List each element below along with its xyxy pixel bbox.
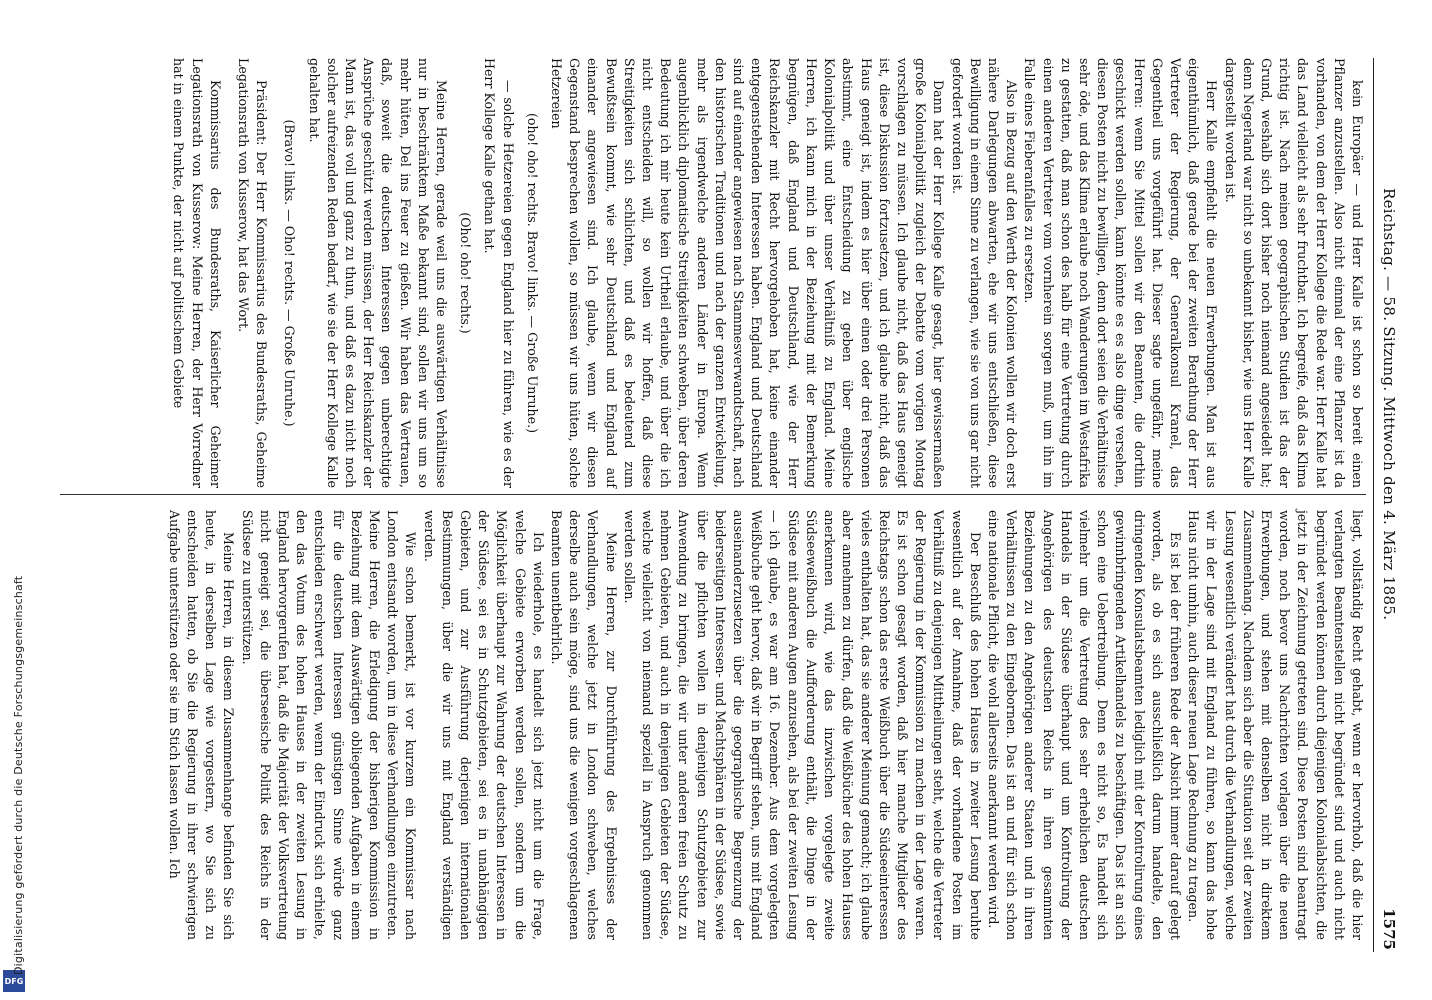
paragraph: — solche Hetzereien gegen England hier zu führen, wie es der Herr Kollege Kalle gethan hat. [482, 58, 516, 488]
paragraph: Dann hat der Herr Kollege Kalle gesagt, hier gewissermaßen große Kolonialpolitik zugleich der Debatte vom vorigen Montag vorschlagen zu müssen. Ich glaube nicht, daß das Haus geneigt ist, diese Diskussion fortzusetzen, und ich glaube nicht, daß das Haus geneigt ist, indem es hier über einen oder drei Personen abstimmt, eine Entscheidung zu geben über englische Kolonialpolitik und über unser Verhältniß zu England. Meine Herren, ich kann mich in der Beziehung mit der Bemerkung begnügen, daß England und Deutschland, wie der Herr Reichskanzler mit Recht hervorgehoben hat, keine einander entgegenstehenden Interessen haben. England und Deutschland sind auf einander angewiesen nach Stammesverwandtschaft, nach den historischen Traditionen und nach der ganzen Entwickelung, mehr als irgendwelche anderen Länder in Europa. Wenn augenblicklich diplomatische Streitigkeiten schweben, über deren Bedeutung ich mir heute kein Urtheil erlaube, und über die ich nicht entscheiden will, so wollen wir hoffen, daß diese Streitigkeiten sich schlichten, und daß es bedeutend zum Bewußtsein kommt, wie sehr Deutschland und England auf einander angewiesen sind. Ich glaube, wenn wir diesen Gegenstand besprechen wollen, so müssen wir uns hüten, solche Hetzereien [549, 58, 947, 488]
page-header [1373, 58, 1402, 952]
paragraph: Meine Herren, zur Durchführung des Ergebnisses der Verhandlungen, welche jetzt in London schweben, welches derselbe auch sein möge, sind uns die wenigen vorgeschlagenen Beamten unentbehrlich. [549, 510, 619, 940]
paragraph: Herr Kalle empfiehlt die neuen Erwerbungen. Man ist aus eigenthümlich, daß gerade bei der zweiten Berathung der Herr Vertreter der Regierung, der Generalkonsul Kranel, das Gegentheil uns vorgeführt hat. Dieser sagte ungefähr, meine Herren: wenn Sie Mittel sollen wir den Beamten, die dorthin geschickt werden sollen, kann könnte es es also dinge versehen, diesen Posten nicht zu bewilligen, denn dort seien die Verhältnisse sehr öde, und das Klima erlaube noch Wanderungen im Westafrika zu gestatten, daß man schon des halb für eine Vertretung durch einen anderen Vertreter vom vornherein sorgen muß, um ihn im Falle eines Fieberanfalles zu ersetzen. [1022, 58, 1220, 488]
paragraph: Wie schon bemerkt, ist vor kurzem ein Kommissar nach London entsandt worden, um in diese Verhandlungen einzutreten. Meine Herren, die Erledigung der bisherigen Kommission in Beziehung mit dem Auswärtigen obliegenden Aufgaben in einem für die deutschen Interessen günstigen Sinne würde ganz entschieden erschwert werden, wenn der Eindruck sich erhielte, den das Votum des hohen Hauses in der zweiten Lesung in England hervorgerufen hat, daß die Majorität der Volksvertretung nicht geneigt sei, die überseeische Politik des Reichs in der Südsee zu unterstützen. [239, 510, 419, 940]
paragraph: Meine Herren, gerade weil uns die auswärtigen Verhältnisse nur in beschränktem Maße bekannt sind, sollen wir uns um so mehr hüten, Del ins Feuer zu gießen. Wir haben das Vertrauen, daß, soweit die deutschen Interessen gegen unberechtigte Ansprüche geschützt werden müssen, der Herr Reichskanzler der Mann ist, das voll und ganz zu thun, und daß es dazu nicht noch solcher aufreizenden Reden bedarf, wie sie der Herr Kollege Kalle gehalten hat. [306, 58, 450, 488]
dfg-logo: DFG [3, 970, 25, 992]
paragraph: Der Beschluß des hohen Hauses in zweiter Lesung beruhte wesentlich auf der Annahme, daß der vorhandene Posten im Verhältniß zu denjenigen Mittheilungen steht, welche die Vertreter der Regierung in der Kommission zu machen in der Lage waren. Es ist schon gesagt worden, daß hier manche Mitglieder des Reichstags schon das erste Weißbuch über die Südseeinteressen vieles enthalten hat, das sie anderer Meinung gemacht; ich glaube aber annehmen zu dürfen, daß die Weißbücher des hohen Hauses anerkennen wird, wie das inzwischen vorgelegte zweite Südseeweißbuch die Aufforderung enthält, die Dinge in der Südsee mit anderen Augen anzusehen, als bei der zweiten Lesung — ich glaube, es war am 16. Dezember. Aus dem vorgelegten Weißbuche geht hervor, daß wir in Begriff stehen, uns mit England auseinanderzusetzen über die geographische Begrenzung der beiderseitigen Interessen- und Machtsphären in der Südsee, sowie über die pflichten wollen in denjenigen Schutzgebieten zur Anwendung zu bringen, die wir unter anderen freien Schutz zu nehmen Gebieten, und auch in denjenigen Gebieten der Südsee, welche vielleicht von niemand speziell in Anspruch genommen werden sollen. [621, 510, 983, 940]
column-divider [60, 494, 1366, 495]
running-title: Reichstag. — 58. Sitzung. Mittwoch den 4. März 1885. [1380, 188, 1398, 621]
paragraph: Also in Bezug auf den Werth der Kolonien wollen wir doch erst nähere Darlegungen abwarten, ehe wir uns entschließen, diese Bewilligung in einem Sinne zu verlangen, wie sie von uns gar nicht gefordert worden ist. [949, 58, 1020, 488]
paragraph: Ich wiederhole, es handelt sich jetzt nicht um die Frage, welche Gebiete erworben werden sollen, sondern um die Möglichkeit überhaupt zur Wahrung der deutschen Interessen in der Südsee, sei es in Schutzgebieten, sei es in unabhängigen Gebieten, und zur Ausführung derjenigen internationalen Bestimmungen, über die wir uns mit England verständigen werden. [421, 510, 546, 940]
speaker-paragraph: Kommissarius des Bundesraths, Kaiserlicher Geheimer Legationsrath von Kusserow: Meine Herren, der Herr Vorredner hat in einem Punkte, der nicht auf politischem Gebiete [171, 58, 223, 488]
paragraph: Es ist bei der früheren Rede der Absicht immer darauf gelegt worden, als ob es sich ausschließlich darum handelte, den dringenden Konsulatsbeamten lediglich mit der Kontrolirung eines gewinnbringenden Artikelhandels zu beschäftigen. Das ist an sich schon eine Uebertreibung. Denn es nicht so, Es handelt sich vielmehr um die Vertretung des sehr erheblichen deutschen Handels in der Südsee überhaupt und um Kontrolirung der Angehörigen des deutschen Reichs in ihren gesammten Beziehungen zu den Angehörigen anderer Staaten und in ihren Verhältnissen zu den Eingebornen. Das ist an und für sich schon eine nationale Pflicht, die wohl allerseits anerkannt werden wird. [985, 510, 1183, 940]
interjection: (Bravo! links. — Oho! rechts. — Große Unruhe.) [282, 119, 298, 427]
left-column [60, 58, 1366, 488]
interjection: (Oho! oho! rechts.) [458, 212, 474, 334]
right-column [60, 510, 1366, 940]
page-number: 1575 [1380, 908, 1398, 950]
paragraph: kein Europäer — und Herr Kalle ist schon so bereit einen Pflanzer anzustellen. Also nicht einmal der eine Pflanzer ist da vorhanden, von dem der Herr Kollege die Rede war. Herr Kalle hat das Land vielleicht als sehr fruchtbar. Ich begreife, daß das Klima richtig ist. Nach meinen geographischen Studien ist das der Grund, weshalb sich dort bisher noch niemand angesiedelt hat; denn Negerland war nicht so unbekannt bisher, wie uns Herr Kalle dargestellt worden ist. [1222, 58, 1365, 488]
paragraph: liegt, vollständig Recht gehabt, wenn er hervorhob, daß die hier verlangten Beamtenstellen nicht begründet sind und auch nicht begründet werden können durch diejenigen Kolonialabsichten, die jetzt in der Zeichnung getreten sind. Diese Posten sind beantragt worden, noch bevor uns Nachrichten vorlagen über die neuen Erwerbungen, und stehen mit denselben nicht in direktem Zusammenhang. Nachdem sich aber die Situation seit der zweiten Lesung wesentlich verändert hat durch die Verhandlungen, welche wir in der Lage sind mit England zu führen, so kann das hohe Haus nicht umhin, auch dieser neuen Lage Rechnung zu tragen. [1186, 510, 1365, 940]
paragraph: Meine Herren, in diesem Zusammenhange befinden Sie sich heute, in derselben Lage wie vorgestern, wo Sie sich zu entscheiden hatten, ob Sie die Regierung in ihrer schwierigen Aufgabe unterstützen oder sie im Stich lassen wollen. Ich [166, 510, 237, 940]
interjection: (oho! oho! rechts. Bravo! links. — Große Unruhe.) [524, 112, 540, 434]
digitization-credit: Digitalisierung gefördert durch die Deutsche Forschungsgemeinschaft [12, 575, 25, 975]
speaker-paragraph: Präsident: Der Herr Kommissarius des Bundesraths, Geheime Legationsrath von Kusserow, hat das Wort. [236, 58, 270, 488]
